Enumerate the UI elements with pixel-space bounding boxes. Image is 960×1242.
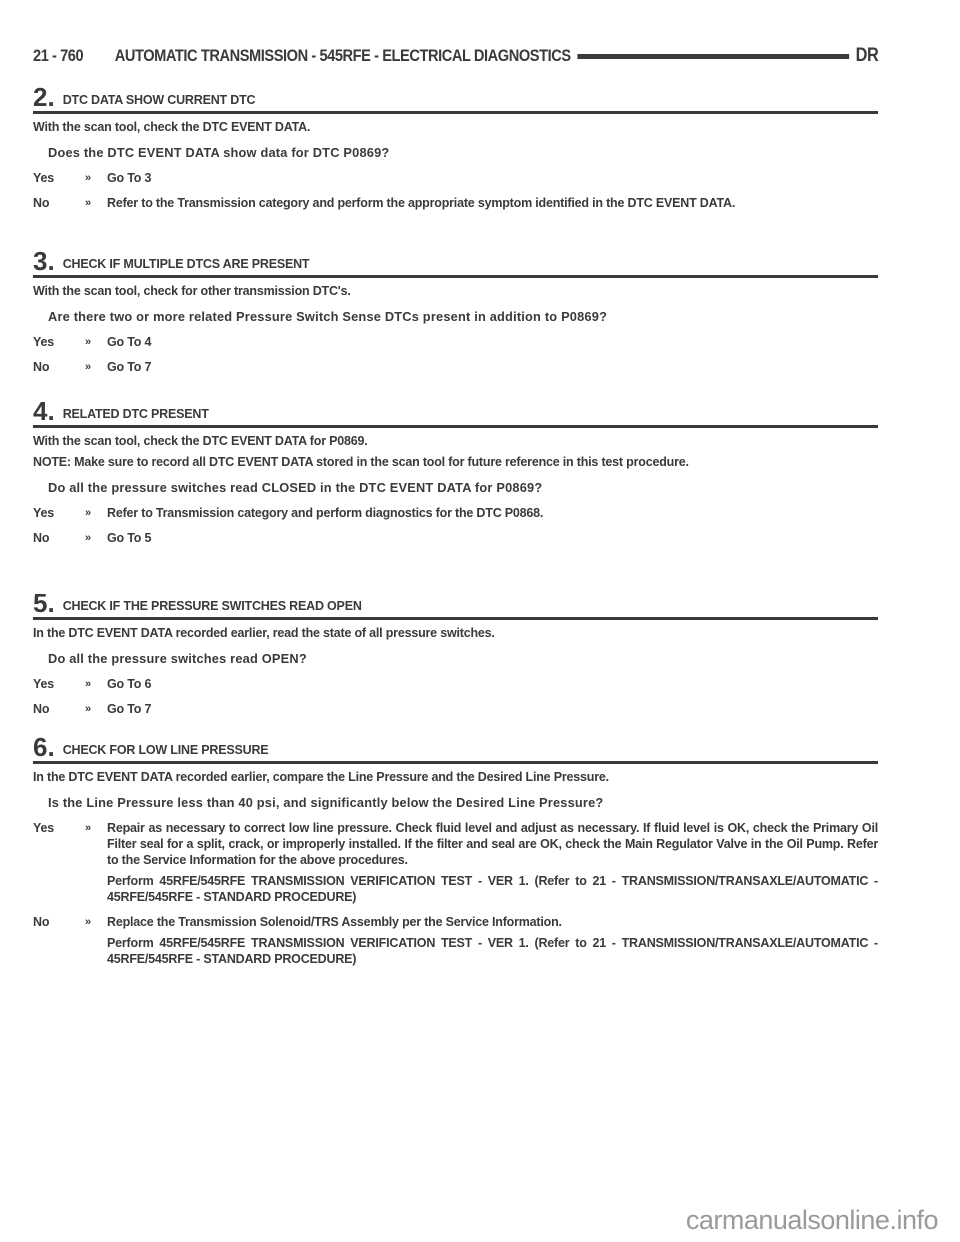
verification-reference: Perform 45RFE/545RFE TRANSMISSION VERIFICATION TEST - VER 1. (Refer to 21 - TRANSMISSION/TRANSAXLE/AUTOMATIC - 45RFE/545RFE - STANDARD PROCEDURE) (107, 936, 878, 966)
step-heading (33, 397, 878, 428)
answer-label: Yes (33, 821, 54, 835)
header-rule (578, 54, 849, 59)
running-header (33, 44, 878, 68)
answer-label: Yes (33, 171, 54, 185)
step-number: 2. (33, 82, 55, 112)
answer-yes (33, 676, 878, 692)
step-title: RELATED DTC PRESENT (62, 407, 209, 421)
instruction: In the DTC EVENT DATA recorded earlier, compare the Line Pressure and the Desired Line Pressure. (33, 770, 609, 784)
answer-yes (33, 505, 878, 521)
answer-link[interactable]: Go To 5 (107, 531, 152, 545)
answer-label: Yes (33, 677, 54, 691)
answer-link[interactable]: Go To 7 (107, 702, 152, 716)
model-code: DR (855, 45, 879, 66)
answer-text: Refer to the Transmission category and perform the appropriate symptom identified in the DTC EVENT DATA. (107, 196, 736, 210)
step-number: 6. (33, 732, 55, 762)
answer-text: Repair as necessary to correct low line pressure. Check fluid level and adjust as necessary. If fluid level is OK, check the Primary Oil Filter seal for a split, crack, or improperly installed. If the filter and seal are OK, check the Main Regulator Valve in the Oil Pump. Refer to the Service Information for the above procedures. (107, 821, 878, 867)
page-number: 21 - 760 (33, 46, 84, 65)
double-arrow-icon: » (85, 678, 91, 690)
answer-link[interactable]: Go To 6 (107, 677, 152, 691)
answer-label: No (33, 531, 50, 545)
step-5 (33, 589, 878, 717)
answer-label: No (33, 702, 50, 716)
answer-yes (33, 820, 878, 905)
answer-no (33, 195, 878, 211)
answer-label: Yes (33, 335, 54, 349)
question: Does the DTC EVENT DATA show data for DTC P0869? (48, 145, 390, 160)
question: Do all the pressure switches read OPEN? (48, 651, 307, 666)
step-number: 4. (33, 396, 55, 426)
note: NOTE: Make sure to record all DTC EVENT DATA stored in the scan tool for future reference in this test procedure. (33, 455, 689, 469)
section-title: AUTOMATIC TRANSMISSION - 545RFE - ELECTRICAL DIAGNOSTICS (114, 46, 571, 65)
step-4 (33, 397, 878, 546)
step-number: 3. (33, 246, 55, 276)
double-arrow-icon: » (85, 532, 91, 544)
answer-link[interactable]: Go To 4 (107, 335, 152, 349)
step-title: CHECK FOR LOW LINE PRESSURE (62, 743, 269, 757)
answer-link[interactable]: Go To 3 (107, 171, 152, 185)
instruction: In the DTC EVENT DATA recorded earlier, read the state of all pressure switches. (33, 626, 495, 640)
instruction: With the scan tool, check the DTC EVENT DATA. (33, 120, 311, 134)
step-title: CHECK IF MULTIPLE DTCS ARE PRESENT (62, 257, 310, 271)
answer-yes (33, 334, 878, 350)
step-title: CHECK IF THE PRESSURE SWITCHES READ OPEN (62, 599, 362, 613)
answer-text: Replace the Transmission Solenoid/TRS Assembly per the Service Information. (107, 915, 562, 929)
double-arrow-icon: » (85, 361, 91, 373)
double-arrow-icon: » (85, 916, 91, 928)
watermark: carmanualsonline.info (685, 1205, 938, 1235)
answer-text: Refer to Transmission category and perform diagnostics for the DTC P0868. (107, 506, 544, 520)
double-arrow-icon: » (85, 336, 91, 348)
double-arrow-icon: » (85, 197, 91, 209)
step-title: DTC DATA SHOW CURRENT DTC (62, 93, 256, 107)
question: Do all the pressure switches read CLOSED in the DTC EVENT DATA for P0869? (48, 480, 543, 495)
answer-no (33, 701, 878, 717)
answer-yes (33, 170, 878, 186)
instruction: With the scan tool, check the DTC EVENT DATA for P0869. (33, 434, 368, 448)
step-3 (33, 247, 878, 375)
step-heading (33, 83, 878, 114)
verification-reference: Perform 45RFE/545RFE TRANSMISSION VERIFICATION TEST - VER 1. (Refer to 21 - TRANSMISSION/TRANSAXLE/AUTOMATIC - 45RFE/545RFE - STANDARD PROCEDURE) (107, 874, 878, 904)
double-arrow-icon: » (85, 507, 91, 519)
step-heading (33, 733, 878, 764)
answer-link[interactable]: Go To 7 (107, 360, 152, 374)
instruction: With the scan tool, check for other transmission DTC's. (33, 284, 351, 298)
answer-label: No (33, 196, 50, 210)
answer-label: No (33, 360, 50, 374)
double-arrow-icon: » (85, 822, 91, 834)
answer-no (33, 530, 878, 546)
answer-no (33, 359, 878, 375)
double-arrow-icon: » (85, 703, 91, 715)
step-number: 5. (33, 588, 55, 618)
answer-label: Yes (33, 506, 54, 520)
answer-label: No (33, 915, 50, 929)
step-heading (33, 247, 878, 278)
step-2 (33, 83, 878, 211)
double-arrow-icon: » (85, 172, 91, 184)
question: Is the Line Pressure less than 40 psi, and significantly below the Desired Line Pressure? (48, 795, 604, 810)
step-heading (33, 589, 878, 620)
question: Are there two or more related Pressure Switch Sense DTCs present in addition to P0869? (48, 309, 608, 324)
answer-no (33, 914, 878, 967)
step-6 (33, 733, 878, 967)
